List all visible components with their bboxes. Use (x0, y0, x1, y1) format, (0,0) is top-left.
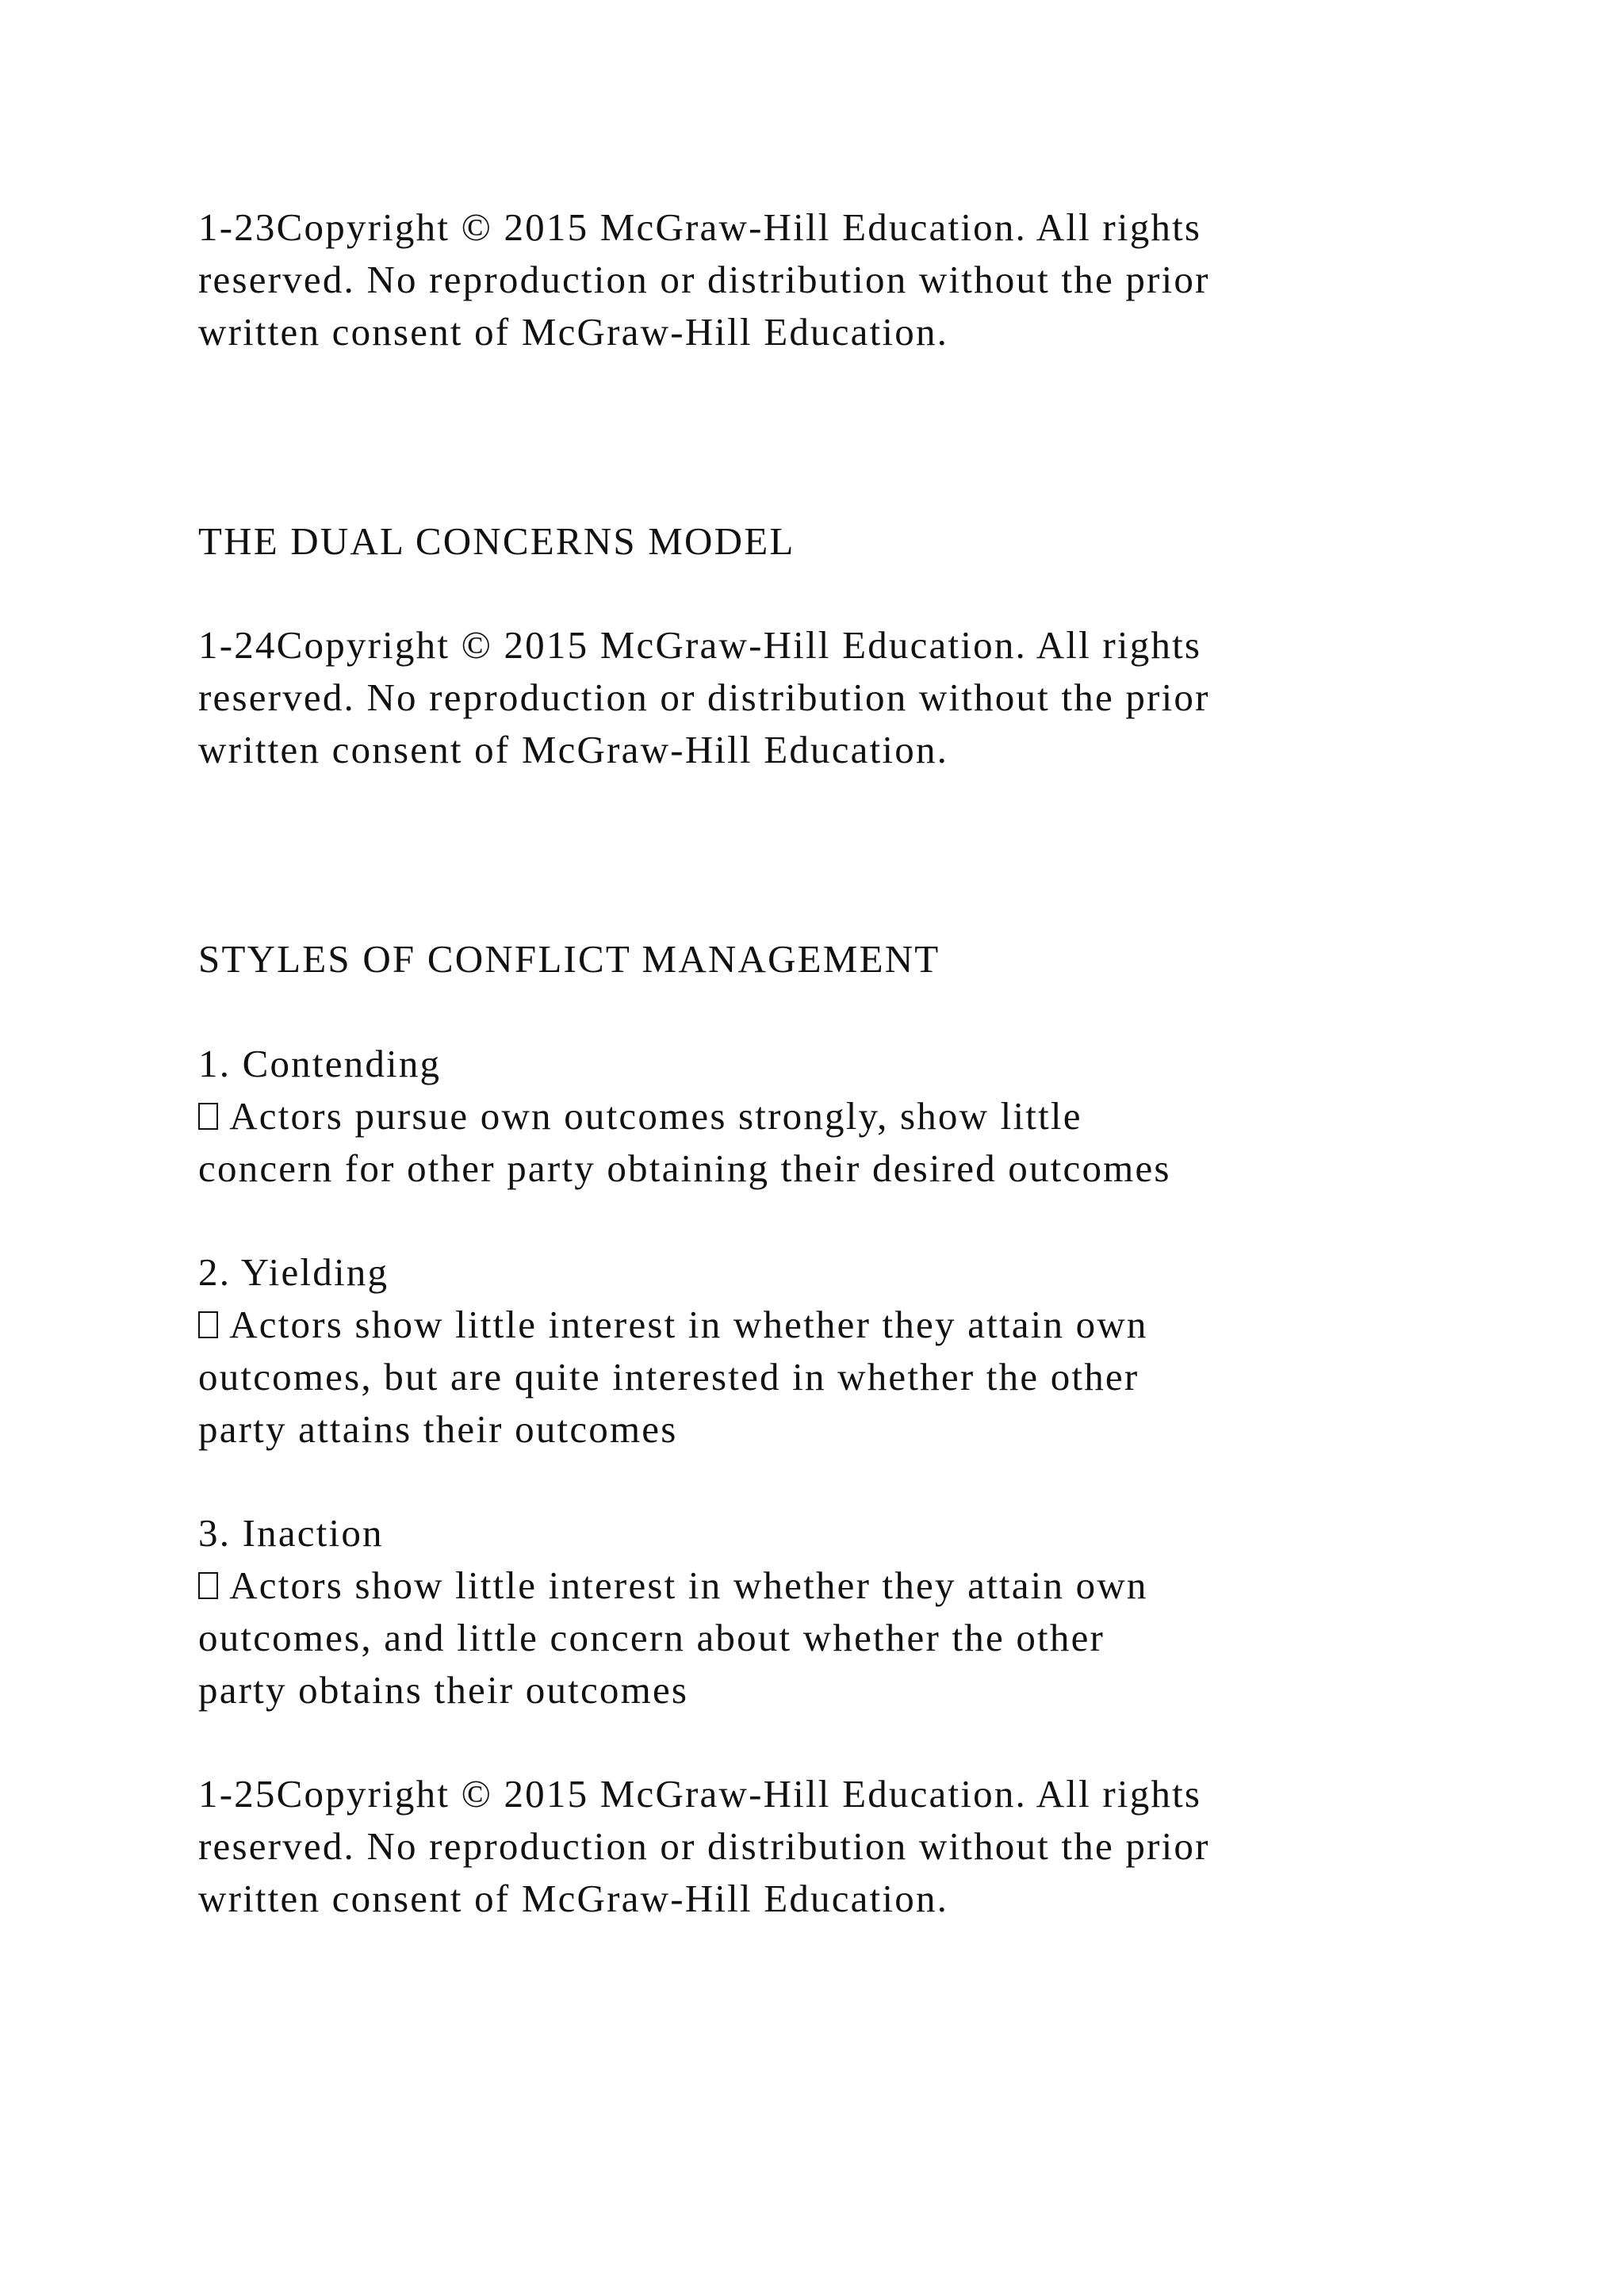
copyright-line: written consent of McGraw-Hill Education. (198, 728, 949, 771)
bullet-text: Actors show little interest in whether they attain own (229, 1563, 1148, 1607)
section-heading: STYLES OF CONFLICT MANAGEMENT (198, 937, 940, 981)
bullet-text: Actors pursue own outcomes strongly, show little (229, 1094, 1082, 1138)
copyright-line: 1-25Copyright © 2015 McGraw-Hill Education. All rights (198, 1772, 1202, 1816)
bullet-continuation: outcomes, and little concern about whether the other (198, 1616, 1105, 1659)
copyright-line: written consent of McGraw-Hill Education. (198, 1877, 949, 1920)
section-heading: THE DUAL CONCERNS MODEL (198, 519, 795, 563)
copyright-line: 1-23Copyright © 2015 McGraw-Hill Education. All rights (198, 205, 1202, 249)
style-title: 1. Contending (198, 1042, 442, 1085)
missing-glyph-box-icon (198, 1311, 218, 1338)
bullet-line (198, 1563, 1148, 1607)
copyright-line: reserved. No reproduction or distribution without the prior (198, 675, 1210, 719)
bullet-continuation: party obtains their outcomes (198, 1668, 689, 1712)
copyright-line: written consent of McGraw-Hill Education. (198, 310, 949, 354)
style-title: 3. Inaction (198, 1511, 384, 1555)
copyright-line: 1-24Copyright © 2015 McGraw-Hill Education. All rights (198, 623, 1202, 667)
bullet-continuation: concern for other party obtaining their desired outcomes (198, 1146, 1171, 1190)
bullet-text: Actors show little interest in whether they attain own (229, 1303, 1148, 1346)
missing-glyph-box-icon (198, 1103, 218, 1130)
bullet-line (198, 1305, 1148, 1344)
style-title: 2. Yielding (198, 1250, 389, 1294)
missing-glyph-box-icon (198, 1572, 218, 1599)
copyright-line: reserved. No reproduction or distribution without the prior (198, 258, 1210, 301)
bullet-continuation: party attains their outcomes (198, 1407, 678, 1451)
bullet-continuation: outcomes, but are quite interested in whether the other (198, 1355, 1139, 1399)
copyright-line: reserved. No reproduction or distribution without the prior (198, 1824, 1210, 1868)
bullet-line (198, 1094, 1082, 1138)
